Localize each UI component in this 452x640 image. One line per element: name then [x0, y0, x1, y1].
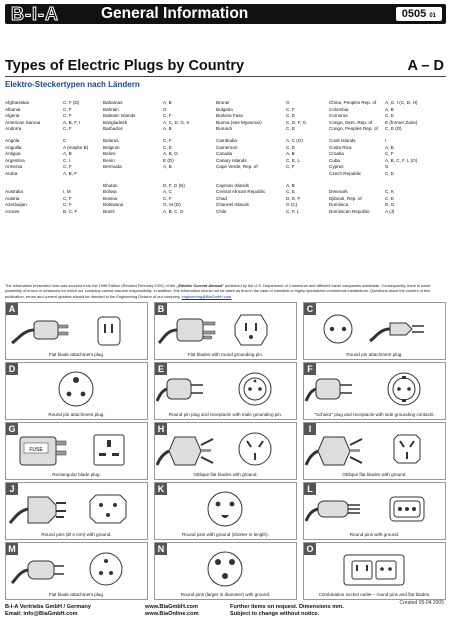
page-subtitle: Elektro-Steckertypen nach Ländern [5, 80, 140, 89]
plug-type-letter: L [304, 483, 316, 495]
country-row [5, 120, 446, 127]
plug-type-letter: O [304, 543, 316, 555]
country-name: Burma (see Myanmar) [216, 119, 262, 125]
plug-types: C, F [385, 151, 394, 157]
plug-type-panel [5, 542, 148, 600]
plug-types [286, 171, 329, 178]
country-name: Belarus [103, 137, 119, 143]
plug-type-caption: Round pins with ground. [349, 532, 400, 537]
country-list [5, 100, 446, 221]
plug-types: A (J) [385, 208, 395, 214]
plug-types: C, E [286, 144, 295, 150]
country-name: Costa Rica [329, 144, 352, 150]
plug-types: C, F, L [286, 208, 300, 214]
page-number-sub: 01 [429, 13, 436, 19]
plug-types: C, F [163, 137, 172, 143]
country-name: Angola [5, 137, 20, 143]
country-name: Afghanistan [5, 100, 30, 105]
country-row [5, 158, 446, 165]
country-name: Croatia [329, 151, 344, 157]
plug-types: A, C, D, G, K [163, 119, 190, 125]
plug-types: C, F [63, 113, 72, 119]
plug-type-panel [154, 422, 297, 480]
plug-type-panel [5, 422, 148, 480]
source-note [5, 283, 446, 299]
country-row [5, 138, 446, 145]
country-row [5, 126, 446, 133]
plug-types: C, F [63, 164, 72, 170]
country-name: Antigua [5, 151, 21, 157]
plug-types: C, F [163, 113, 172, 119]
plug-b-illustration [155, 309, 298, 351]
plug-types: C, E [286, 189, 295, 195]
footer-info-2: Subject to change without notice. [230, 611, 320, 617]
plug-type-letter: E [155, 363, 167, 375]
plug-type-letter: B [155, 303, 167, 315]
plug-e-illustration [155, 369, 298, 411]
plug-types: A, B, C, D [163, 208, 184, 214]
page-number-badge [396, 7, 442, 21]
country-row [5, 164, 446, 171]
country-name: Cayman Islands [216, 182, 249, 188]
plug-types: C, E [385, 170, 394, 176]
country-name: Central African Republic [216, 189, 266, 195]
plug-type-panel [303, 302, 446, 360]
plug-j-illustration [6, 489, 149, 531]
plug-type-panel [303, 362, 446, 420]
plug-type-panel [303, 422, 446, 480]
page-title-range: A – D [407, 58, 444, 74]
country-name: Bosnia [103, 195, 118, 201]
bia-logo: B-I-A [11, 4, 59, 24]
plug-types: C, E [286, 113, 295, 119]
plug-types: C, F [163, 195, 172, 201]
page-title: Types of Electric Plugs by Country [5, 58, 245, 74]
plug-types: A (maybe B) [63, 144, 89, 150]
plug-types: C, F [286, 164, 295, 170]
country-name: Australia [5, 189, 23, 195]
plug-type-letter: D [6, 363, 18, 375]
header-bar [5, 4, 446, 24]
country-name [5, 183, 63, 190]
plug-m-illustration [6, 549, 149, 591]
title-rule [5, 76, 446, 77]
country-name: Argentina [5, 157, 25, 163]
plug-type-letter: F [304, 363, 316, 375]
country-name: Balearic Islands [103, 113, 136, 119]
plug-type-panel [303, 482, 446, 540]
country-name: Algeria [5, 113, 20, 119]
country-row [5, 113, 446, 120]
plug-types: C, F [63, 126, 72, 132]
country-name: Brazil [103, 208, 115, 214]
plug-types: A, B [163, 100, 172, 105]
country-name: Cook Islands [329, 137, 356, 143]
plug-type-panel [5, 302, 148, 360]
country-name: Bahrain [103, 106, 119, 112]
country-name: Bahamas [103, 100, 123, 105]
country-name: Azores [5, 208, 20, 214]
plug-types: C, E [163, 144, 172, 150]
plug-type-letter: K [155, 483, 167, 495]
plug-type-panel [154, 362, 297, 420]
plug-type-panel [5, 362, 148, 420]
plug-a-illustration [6, 309, 149, 351]
plug-types: E (former Zaire) [385, 119, 418, 125]
plug-g-illustration [6, 429, 149, 471]
plug-types: C, K [385, 189, 394, 195]
country-name: American Samoa [5, 119, 41, 125]
plug-types: D, G [385, 202, 395, 208]
note-source-title: „Electric Current Abroad“ [176, 283, 224, 288]
country-group [5, 100, 446, 133]
plug-type-panel [154, 482, 297, 540]
country-name: Bermuda [103, 164, 122, 170]
footer-web-block [145, 604, 199, 618]
footer-created-date: Created 05-04 2005 [399, 600, 444, 606]
country-group [5, 138, 446, 178]
plug-types: A, B [286, 151, 295, 157]
country-name: Dominican Republic [329, 208, 370, 214]
plug-type-caption: Flat blade attachment plug. [48, 592, 105, 597]
plug-types: A, B [286, 182, 295, 188]
plug-types [63, 183, 103, 190]
country-name: Canary Islands [216, 157, 247, 163]
plug-types: I, M [63, 189, 71, 195]
country-name: Bangladesh [103, 119, 128, 125]
plug-types: C, F [286, 106, 295, 112]
country-name: Chile [216, 208, 227, 214]
footer-web-2[interactable]: www.BiaOnline.com [145, 611, 199, 617]
plug-type-letter: I [304, 423, 316, 435]
footer-info-block [230, 604, 344, 618]
plug-l-illustration [304, 489, 447, 531]
plug-type-letter: N [155, 543, 167, 555]
country-name: Bhutan [103, 182, 118, 188]
plug-types: C, D, F, G [286, 119, 307, 125]
plug-types: D, E, F [286, 195, 301, 201]
plug-c-illustration [304, 309, 447, 351]
plug-type-letter: A [6, 303, 18, 315]
country-name: Benin [103, 157, 115, 163]
country-row [5, 100, 446, 107]
plug-type-letter: C [304, 303, 316, 315]
plug-k-illustration [155, 489, 298, 531]
plug-type-letter: J [6, 483, 18, 495]
country-name: Congo, Dem. Rep. of [329, 119, 373, 125]
country-name [216, 171, 286, 178]
country-row [5, 151, 446, 158]
country-row [5, 107, 446, 114]
plug-type-panel [5, 482, 148, 540]
plug-type-caption: Round pin attachment plug. [48, 412, 105, 417]
page-number: 0505 [401, 8, 427, 20]
country-name: Bolivia [103, 189, 117, 195]
country-name: Botswana [103, 202, 124, 208]
plug-types: B, C, F [63, 208, 78, 214]
country-name: Cambodia [216, 137, 237, 143]
footer-info-1: Further items on request. Dimensions mm. [230, 604, 344, 610]
country-name: Colombia [329, 106, 349, 112]
plug-types: A, G, I (C, D, H) [385, 100, 418, 105]
plug-types: C, F [63, 106, 72, 112]
footer-web-1[interactable]: www.BiaGmbH.com [145, 604, 198, 610]
footer-email[interactable]: Email: info@BiaGmbH.com [5, 611, 78, 617]
plug-type-caption: Round pin plug and receptacle with male grounding pin. [168, 412, 283, 417]
country-name: Belgium [103, 144, 120, 150]
country-name: Cape Verde, Rep. of [216, 164, 258, 170]
country-name: Albania [5, 106, 21, 112]
country-name: Aruba [5, 170, 18, 176]
country-name: Barbados [103, 126, 123, 132]
country-name: Brunei [216, 100, 230, 105]
country-row [5, 183, 446, 190]
plug-type-caption: Round pins (Ø 4 mm) with ground. [41, 532, 112, 537]
country-name [329, 183, 385, 190]
plug-d-illustration [6, 369, 149, 411]
note-text-2: published by the U.S. Department of Commerce and different travel companies worldwide. Consequently, there is some possibility of errors or omissions for which our company cannot assume responsibility. In addition, this information should not be taken as final in the case of industrial or highly specialized commercial installations. Questions about the content of this publication, errors and current updates should be directed to the Engineering Division of our company. [5, 283, 431, 299]
plug-types: A, B [385, 144, 394, 150]
country-name: Azerbaijan [5, 202, 27, 208]
country-row [5, 189, 446, 196]
plug-types: E (D) [163, 157, 174, 163]
plug-types: A, C (G) [286, 137, 303, 143]
plug-types: G [286, 100, 290, 105]
plug-types: A, B, F, I [63, 119, 81, 125]
plug-type-caption: Oblique flat blades with ground. [193, 472, 258, 477]
plug-type-caption: Round pin attachment plug. [346, 352, 403, 357]
plug-types: C, E [385, 113, 394, 119]
country-name: Armenia [5, 164, 23, 170]
plug-types: G [385, 164, 389, 170]
country-row [5, 171, 446, 178]
plug-types: A, B [163, 126, 172, 132]
note-text-1: The information presented here was sourced from the 1998 Edition (Revised February 2002) of the [5, 283, 177, 288]
plug-type-caption: Flat blades with round grounding pin. [187, 352, 264, 357]
plug-h-illustration [155, 429, 298, 471]
plug-type-letter: M [6, 543, 18, 555]
plug-types: D, F, G (N) [163, 182, 185, 188]
plug-types: C, F (D) [63, 100, 80, 105]
country-name: Congo, Peoples Rep. of [329, 126, 378, 132]
country-name: Cyprus [329, 164, 344, 170]
country-name: Burundi [216, 126, 232, 132]
country-name: Burkina Faso [216, 113, 244, 119]
plug-type-caption: Round pins (larger in diameter) with ground. [180, 592, 271, 597]
plug-types [385, 183, 446, 190]
plug-i-illustration [304, 429, 447, 471]
country-name [103, 171, 163, 178]
country-name: Czech Republic [329, 170, 362, 176]
country-name: China, Peoples Rep. of [329, 100, 377, 105]
country-name: Austria [5, 195, 20, 201]
plug-types [163, 171, 216, 178]
plug-types: C, E (D) [385, 126, 402, 132]
country-name: Dominica [329, 202, 349, 208]
engineering-email-link[interactable]: engineering@BiaGmbH.com [181, 293, 232, 299]
plug-type-caption: Rectangular blade plug. [52, 472, 101, 477]
plug-types: A, B [385, 106, 394, 112]
plug-type-caption: "Schuko" plug and receptacle with side grounding contacts. [314, 412, 435, 417]
plug-o-illustration [304, 549, 447, 591]
country-name: Andorra [5, 126, 22, 132]
plug-types: G (C) [286, 202, 298, 208]
plug-types: C, E [385, 195, 394, 201]
footer-company-block [5, 604, 91, 618]
plug-types: A, C [163, 189, 172, 195]
plug-types: A, B, G [163, 151, 178, 157]
header-title: General Information [101, 5, 249, 22]
plug-types: G, M (D) [163, 202, 181, 208]
fuse-label: FUSE [29, 447, 43, 453]
country-name: Cameroon [216, 144, 238, 150]
country-name: Denmark [329, 189, 348, 195]
country-name: Canada [216, 151, 233, 157]
country-group [5, 183, 446, 216]
country-name: Cuba [329, 157, 340, 163]
plug-type-panel [154, 542, 297, 600]
plug-type-caption: Combination socket outlet – round pins and flat blades. [318, 592, 431, 597]
plug-types: A, B, F [63, 170, 78, 176]
plug-f-illustration [304, 369, 447, 411]
country-row [5, 196, 446, 203]
plug-type-panel [303, 542, 446, 600]
plug-types: C [63, 137, 67, 143]
plug-types: G [163, 106, 167, 112]
plug-types: C, E, L [286, 157, 301, 163]
country-name: Belize [103, 151, 116, 157]
plug-types: C, I [63, 157, 71, 163]
plug-types: A, B, C, F, L (O) [385, 157, 418, 163]
plug-type-panel [154, 302, 297, 360]
plug-types: C, F [63, 195, 72, 201]
plug-types: C, E [286, 126, 295, 132]
plug-types: A, B [63, 151, 72, 157]
plug-type-letter: G [6, 423, 18, 435]
plug-types: C, F [63, 202, 72, 208]
country-name: Bulgaria [216, 106, 233, 112]
country-row [5, 209, 446, 216]
country-row [5, 202, 446, 209]
country-name: Comoros [329, 113, 348, 119]
plug-type-caption: Round pins with ground (shorter in length). [182, 532, 269, 537]
plug-type-letter: H [155, 423, 167, 435]
plug-types: A, B [163, 164, 172, 170]
footer-company: B-I-A Vertriebs GmbH / Germany [5, 604, 91, 610]
country-row [5, 145, 446, 152]
country-name: Djibouti, Rep. of [329, 195, 362, 201]
country-name: Channel Islands [216, 202, 249, 208]
plug-n-illustration [155, 549, 298, 591]
country-name: Chad [216, 195, 227, 201]
country-name: Anguilla [5, 144, 22, 150]
plug-type-caption: Flat blade attachment plug. [48, 352, 105, 357]
plug-type-caption: Oblique flat blades with ground. [342, 472, 407, 477]
plug-types: I [385, 137, 387, 143]
